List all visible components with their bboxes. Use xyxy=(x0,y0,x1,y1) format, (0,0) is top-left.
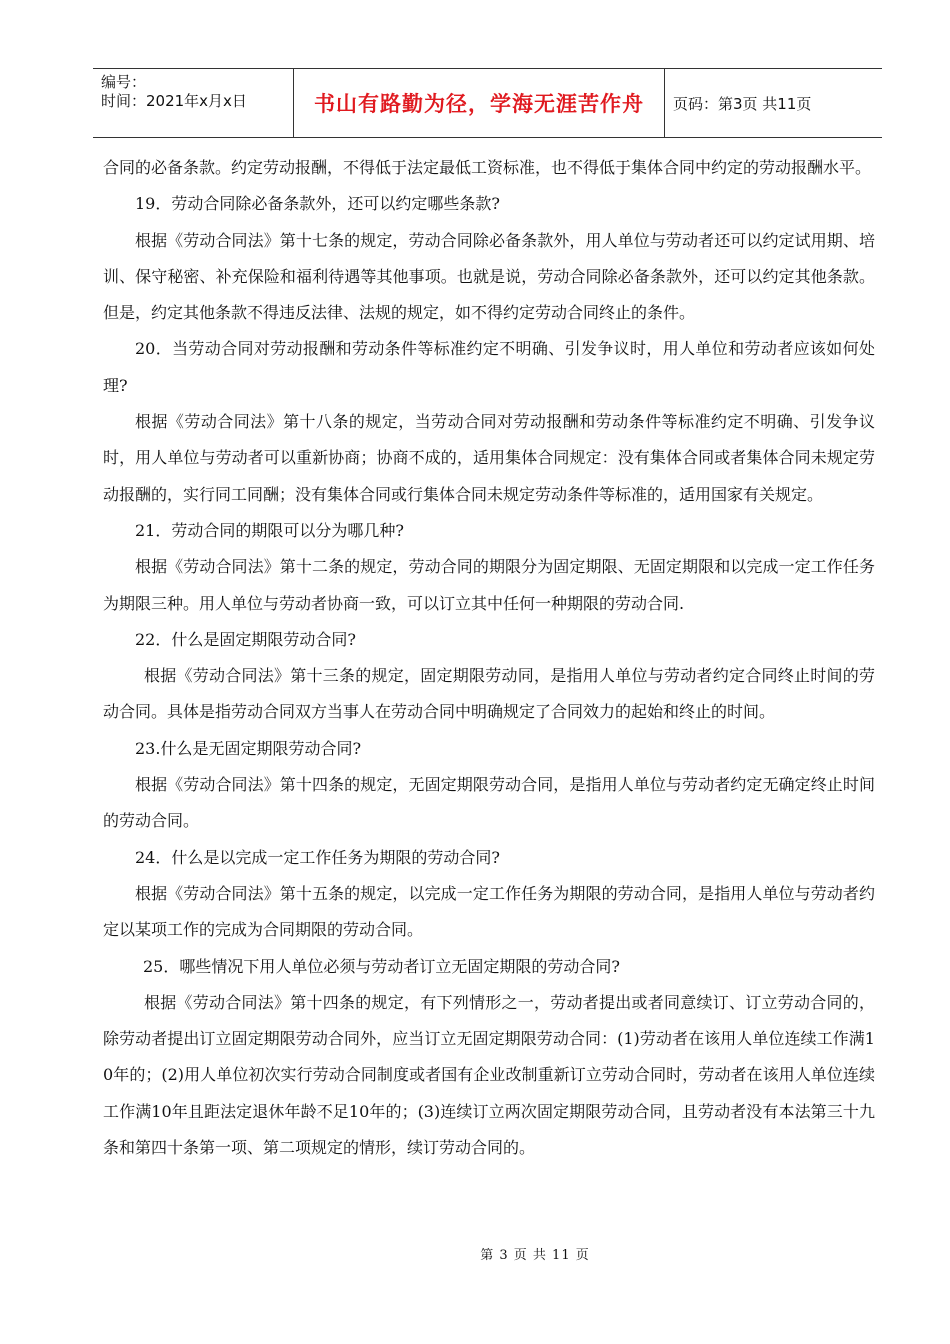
question-24: 24．什么是以完成一定工作任务为期限的劳动合同? xyxy=(135,847,500,867)
header-table xyxy=(93,68,882,138)
answer-23: 根据《劳动合同法》第十四条的规定，无固定期限劳动合同，是指用人单位与劳动者约定无确定终止时间的劳动合同。 xyxy=(103,775,875,831)
question-21: 21．劳动合同的期限可以分为哪几种? xyxy=(135,520,404,540)
question-23: 23.什么是无固定期限劳动合同? xyxy=(135,738,362,758)
question-22: 22．什么是固定期限劳动合同? xyxy=(135,629,356,649)
document-number-label: 编号： xyxy=(101,73,147,91)
answer-19: 根据《劳动合同法》第十七条的规定，劳动合同除必备条款外，用人单位与劳动者还可以约定试用期、培训、保守秘密、补充保险和福利待遇等其他事项。也就是说，劳动合同除必备条款外，还可以约定其他条款。但是，约定其他条款不得违反法律、法规的规定，如不得约定劳动合同终止的条件。 xyxy=(103,230,875,323)
question-19: 19．劳动合同除必备条款外，还可以约定哪些条款? xyxy=(135,194,500,214)
paragraph: 合同的必备条款。约定劳动报酬，不得低于法定最低工资标准，也不得低于集体合同中约定的劳动报酬水平。 xyxy=(103,158,872,177)
page-footer: 第 3 页 共 11 页 xyxy=(480,1248,590,1263)
document-time-label: 时间：2021年x月x日 xyxy=(101,92,247,110)
answer-21: 根据《劳动合同法》第十二条的规定，劳动合同的期限分为固定期限、无固定期限和以完成一定工作任务为期限三种。用人单位与劳动者协商一致，可以订立其中任何一种期限的劳动合同. xyxy=(103,557,875,613)
header-info-cell xyxy=(93,69,294,137)
answer-25: 根据《劳动合同法》第十四条的规定，有下列情形之一，劳动者提出或者同意续订、订立劳动合同的，除劳动者提出订立固定期限劳动合同外，应当订立无固定期限劳动合同：(1)劳动者在该用人单位连续工作满10年的；(2)用人单位初次实行劳动合同制度或者国有企业改制重新订立劳动合同时，劳动者在该用人单位连续工作满10年且距法定退休年龄不足10年的；(3)连续订立两次固定期限劳动合同，且劳动者没有本法第三十九条和第四十条第一项、第二项规定的情形，续订劳动合同的。 xyxy=(103,992,875,1158)
answer-22: 根据《劳动合同法》第十三条的规定，固定期限劳动同，是指用人单位与劳动者约定合同终止时间的劳动合同。具体是指劳动合同双方当事人在劳动合同中明确规定了合同效力的起始和终止的时间。 xyxy=(103,666,875,722)
header-motto: 书山有路勤为径，学海无涯苦作舟 xyxy=(294,69,665,137)
document-body xyxy=(103,150,875,1166)
question-20: 20．当劳动合同对劳动报酬和劳动条件等标准约定不明确、引发争议时，用人单位和劳动者应该如何处理? xyxy=(103,339,875,395)
answer-24: 根据《劳动合同法》第十五条的规定，以完成一定工作任务为期限的劳动合同，是指用人单位与劳动者约定以某项工作的完成为合同期限的劳动合同。 xyxy=(103,883,875,940)
question-25: 25．哪些情况下用人单位必须与劳动者订立无固定期限的劳动合同? xyxy=(143,956,620,976)
answer-20: 根据《劳动合同法》第十八条的规定，当劳动合同对劳动报酬和劳动条件等标准约定不明确、引发争议时，用人单位与劳动者可以重新协商；协商不成的，适用集体合同规定：没有集体合同或者集体合同未规定劳动报酬的，实行同工同酬；没有集体合同或行集体合同未规定劳动条件等标准的，适用国家有关规定。 xyxy=(103,412,875,504)
header-page-label: 页码：第3页 共11页 xyxy=(673,94,812,113)
